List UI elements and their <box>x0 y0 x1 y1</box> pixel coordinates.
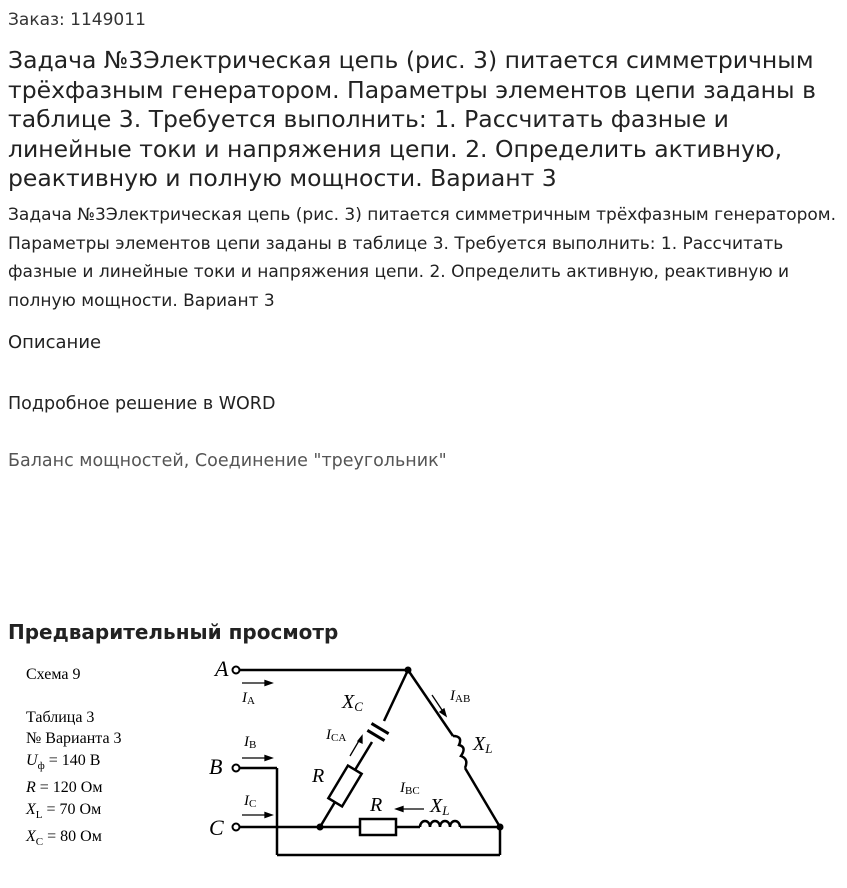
resistor-ca <box>328 766 361 807</box>
current-iab-label: IAB <box>450 688 471 705</box>
preview-heading: Предварительный просмотр <box>8 620 339 644</box>
tag-separator: , <box>183 451 195 471</box>
capacitor-ca <box>367 723 388 740</box>
param-xl: $X_L = 70$ Ом <box>26 800 102 821</box>
node-c-label: C <box>209 815 224 840</box>
param-r: R = 120 Ом <box>26 779 103 797</box>
page-title: Задача №3Электрическая цепь (рис. 3) питается симметричным трёхфазным генератором. Параметры элементов цепи заданы в таблице 3. Требуется выполнить: 1. Рассчитать фазные и линейные токи и напряжения цепи. 2. Определить активную, реактивную и полную мощности. Вариант 3 <box>8 46 816 192</box>
table-label: Таблица 3 <box>26 708 95 726</box>
param-u: $U_ф = 140$ В <box>26 751 101 772</box>
node-b-label: B <box>209 754 223 779</box>
inductor-ab <box>453 736 466 768</box>
description-heading: Описание <box>8 332 102 353</box>
r-bottom-label: R <box>370 794 383 816</box>
param-xc: $X_C = 80$ Ом <box>26 828 102 849</box>
current-ic-label: IC <box>244 793 257 810</box>
node-a-label: A <box>215 656 229 681</box>
resistor-bc <box>360 819 396 835</box>
task-description: Задача №3Электрическая цепь (рис. 3) питается симметричным трёхфазным генератором. Параметры элементов цепи заданы в таблице 3. Требуется выполнить: 1. Рассчитать фазные и линейные токи и напряжения цепи. 2. Определить активную, реактивную и полную мощности. Вариант 3 <box>8 205 837 311</box>
tag-link-delta-connection[interactable]: Соединение "треугольник" <box>194 451 447 471</box>
current-ia-label: IA <box>242 690 255 707</box>
current-ibc-label: IBC <box>400 780 420 797</box>
xl-bottom-label: XL <box>430 795 450 818</box>
tag-link-power-balance[interactable]: Баланс мощностей <box>8 451 184 471</box>
current-ica-label: ICA <box>326 727 347 744</box>
solution-text: Подробное решение в WORD <box>8 394 276 414</box>
variant-label: № Варианта 3 <box>26 730 122 747</box>
current-ib-label: IB <box>244 734 257 751</box>
r-left-label: R <box>312 765 325 787</box>
order-number: Заказ: 1149011 <box>8 10 146 30</box>
scheme-label: Схема 9 <box>26 666 81 683</box>
xl-right-label: XL <box>473 733 493 756</box>
xc-label: XC <box>342 691 363 714</box>
inductor-bc <box>420 821 460 827</box>
preview-image <box>20 650 540 880</box>
circuit-diagram <box>20 650 540 880</box>
tags <box>8 451 447 471</box>
